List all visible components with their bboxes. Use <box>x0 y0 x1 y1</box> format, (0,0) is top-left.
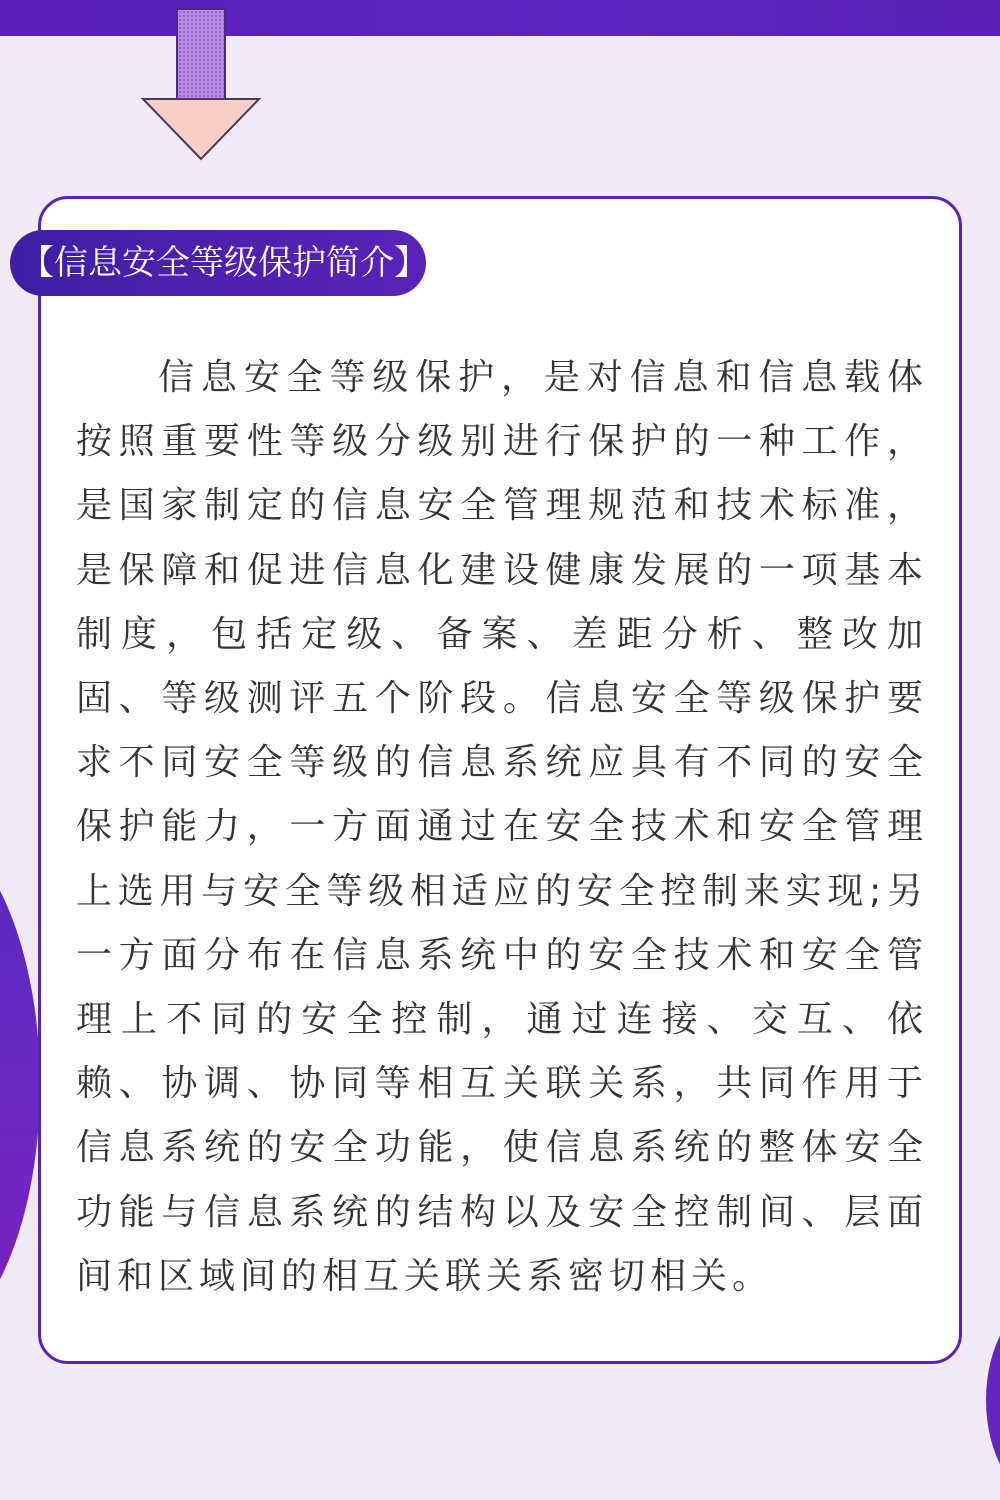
section-title: 【信息安全等级保护简介】 <box>10 230 426 296</box>
top-bar-banner <box>0 0 1000 36</box>
section-body-text: 信息安全等级保护，是对信息和信息载体按照重要性等级分级别进行保护的一种工作，是国家制定的信息安全管理规范和技术标准，是保障和促进信息化建设健康发展的一项基本制度，包括定级、备案、差距分析、整改加固、等级测评五个阶段。信息安全等级保护要求不同安全等级的信息系统应具有不同的安全保护能力，一方面通过在安全技术和安全管理上选用与安全等级相适应的安全控制来实现;另一方面分布在信息系统中的安全技术和安全管理上不同的安全控制，通过连接、交互、依赖、协调、协同等相互关联关系，共同作用于信息系统的安全功能，使信息系统的整体安全功能与信息系统的结构以及安全控制间、层面间和区域间的相互关联关系密切相关。 <box>76 357 928 1297</box>
decorative-blob-left <box>0 820 40 1350</box>
down-arrow-stem <box>176 8 226 100</box>
decorative-blob-right <box>986 1300 1000 1500</box>
down-arrow-icon <box>140 96 262 162</box>
